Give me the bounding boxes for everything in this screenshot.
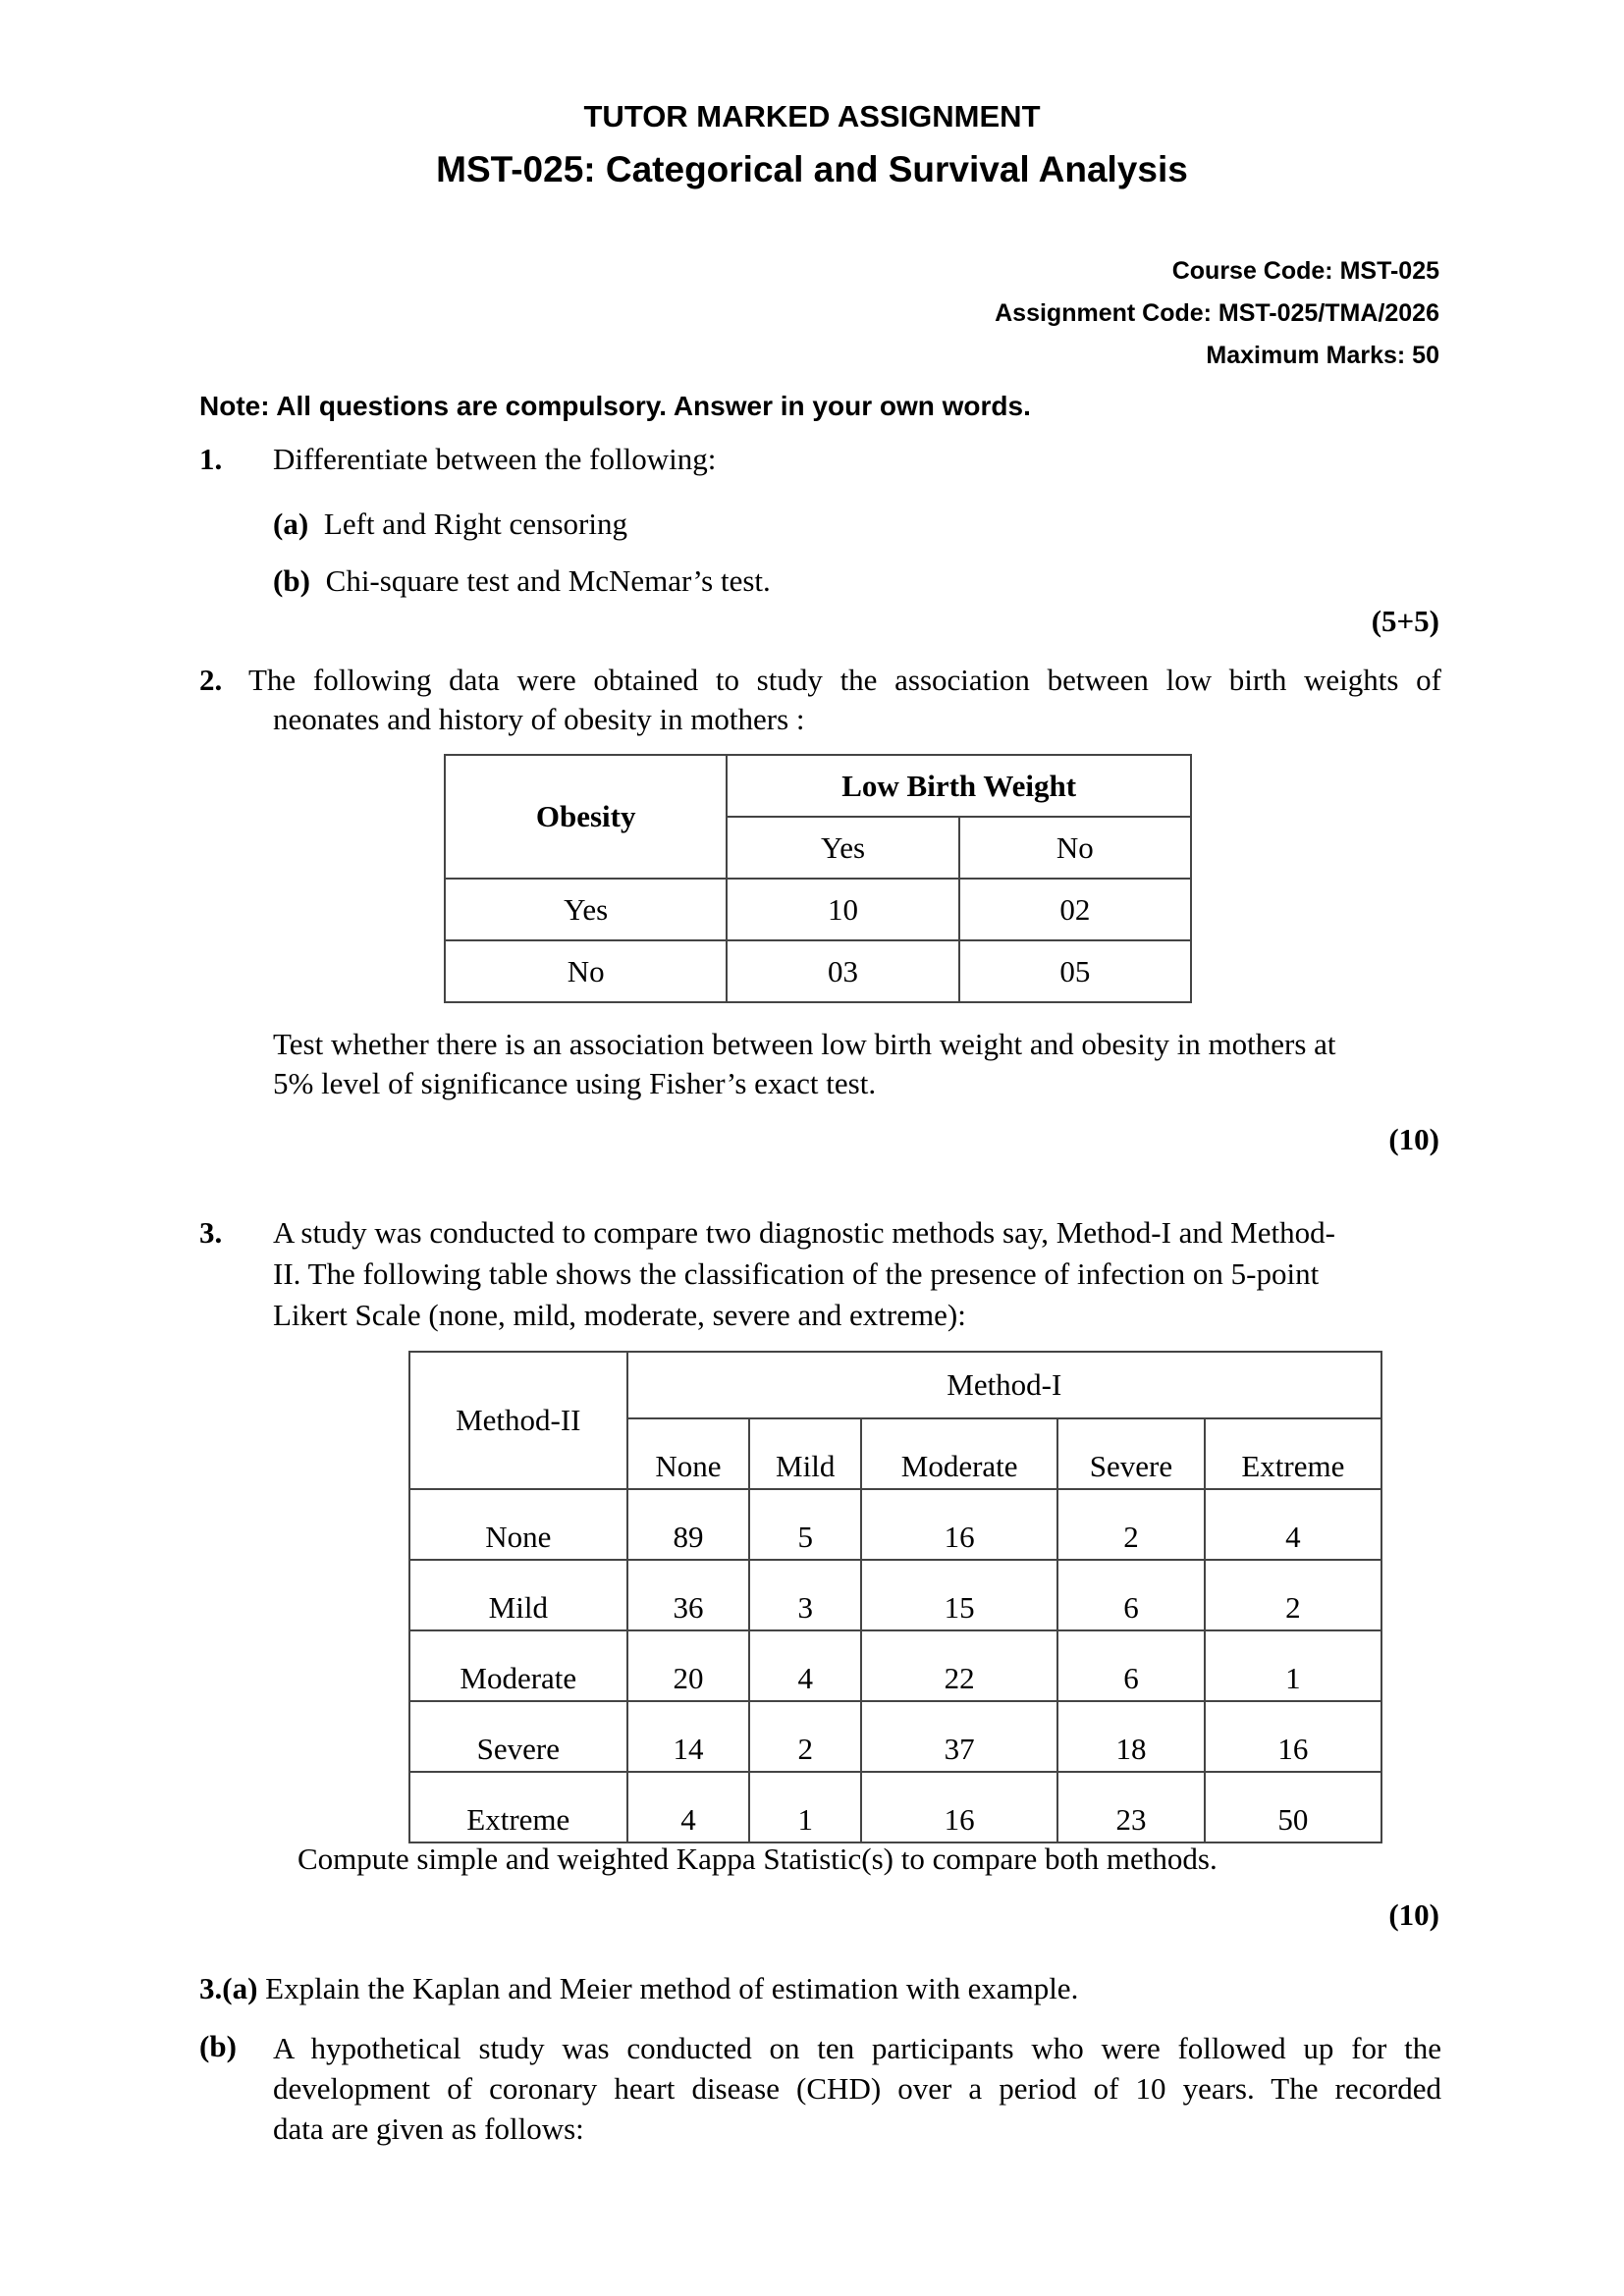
table-cell: 14	[627, 1701, 750, 1772]
table-cell: 3	[749, 1560, 861, 1630]
question-1-marks: (5+5)	[1371, 604, 1439, 638]
table-cell: 37	[861, 1701, 1057, 1772]
table-column-header: None	[627, 1418, 750, 1489]
question-3-text-line1: A study was conducted to compare two diagnostic methods say, Method-I and Method-	[273, 1215, 1335, 1250]
table-column-header: Mild	[749, 1418, 861, 1489]
table-cell: 05	[959, 940, 1191, 1002]
table-cell: 22	[861, 1630, 1057, 1701]
question-3-text-line3: Likert Scale (none, mild, moderate, severe and extreme):	[273, 1298, 966, 1332]
question-1b-text: Chi-square test and McNemar’s test.	[325, 563, 771, 598]
question-3-text-line2: II. The following table shows the classification of the presence of infection on 5-point	[273, 1256, 1320, 1291]
assignment-code: Assignment Code: MST-025/TMA/2026	[995, 299, 1439, 327]
table-row	[409, 1489, 1381, 1560]
question-1b-label: (b)	[273, 563, 310, 598]
table-cell: 1	[1205, 1630, 1381, 1701]
course-title: MST-025: Categorical and Survival Analysis	[436, 149, 1188, 189]
table-column-header: Moderate	[861, 1418, 1057, 1489]
table-row	[409, 1630, 1381, 1701]
question-3b-line2: development of coronary heart disease (CHD) over a period of 10 years. The recorded	[273, 2071, 1441, 2106]
table-column-header: No	[959, 817, 1191, 879]
table-cell: 2	[1057, 1489, 1205, 1560]
table-column-header: Yes	[727, 817, 958, 879]
question-3b-label: (b)	[199, 2029, 237, 2063]
obesity-birth-weight-table	[444, 754, 1192, 1003]
table-cell: 15	[861, 1560, 1057, 1630]
table-cell: 23	[1057, 1772, 1205, 1842]
question-1b	[273, 561, 771, 601]
table-row-header: Method-II	[409, 1352, 627, 1489]
table-row-label: Severe	[409, 1701, 627, 1772]
table-cell: 4	[1205, 1489, 1381, 1560]
table-cell: 16	[1205, 1701, 1381, 1772]
table-column-header: Severe	[1057, 1418, 1205, 1489]
question-1a	[273, 505, 627, 544]
question-3a-text: Explain the Kaplan and Meier method of estimation with example.	[265, 1971, 1079, 2005]
table-row-label: Yes	[445, 879, 727, 940]
table-row-label: Moderate	[409, 1630, 627, 1701]
table-column-header: Extreme	[1205, 1418, 1381, 1489]
table-row-header: Obesity	[445, 755, 727, 879]
question-1a-label: (a)	[273, 507, 309, 541]
table-cell: 6	[1057, 1630, 1205, 1701]
maximum-marks: Maximum Marks: 50	[1206, 342, 1439, 369]
table-row	[409, 1701, 1381, 1772]
table-cell: 1	[749, 1772, 861, 1842]
instructions-note: Note: All questions are compulsory. Answer in your own words.	[199, 391, 1031, 421]
question-2-instruction-line1: Test whether there is an association between low birth weight and obesity in mothers at	[273, 1027, 1336, 1061]
table-cell: 2	[749, 1701, 861, 1772]
table-cell: 50	[1205, 1772, 1381, 1842]
question-3-number: 3.	[199, 1215, 223, 1250]
table-column-group-header: Low Birth Weight	[727, 755, 1191, 817]
table-cell: 02	[959, 879, 1191, 940]
table-cell: 20	[627, 1630, 750, 1701]
question-1-text: Differentiate between the following:	[273, 442, 717, 476]
table-row-label: Extreme	[409, 1772, 627, 1842]
table-row-label: None	[409, 1489, 627, 1560]
question-3a	[199, 1969, 1078, 2008]
table-cell: 5	[749, 1489, 861, 1560]
table-row-label: No	[445, 940, 727, 1002]
table-cell: 4	[749, 1630, 861, 1701]
table-row	[445, 879, 1191, 940]
question-3-instruction: Compute simple and weighted Kappa Statistic(s) to compare both methods.	[298, 1842, 1218, 1876]
table-row	[409, 1772, 1381, 1842]
table-cell: 4	[627, 1772, 750, 1842]
question-3b-line1: A hypothetical study was conducted on ten participants who were followed up for the	[273, 2031, 1441, 2065]
document-heading: TUTOR MARKED ASSIGNMENT	[583, 99, 1041, 133]
table-column-group-header: Method-I	[627, 1352, 1381, 1418]
table-cell: 10	[727, 879, 958, 940]
table-cell: 03	[727, 940, 958, 1002]
question-2-text-line1: The following data were obtained to study the association between low birth weights of	[248, 663, 1441, 697]
table-cell: 18	[1057, 1701, 1205, 1772]
method-comparison-table	[408, 1351, 1382, 1843]
question-1-number: 1.	[199, 442, 223, 476]
question-1a-text: Left and Right censoring	[323, 507, 627, 541]
question-2-marks: (10)	[1388, 1122, 1439, 1156]
table-cell: 89	[627, 1489, 750, 1560]
table-cell: 36	[627, 1560, 750, 1630]
table-row	[445, 940, 1191, 1002]
table-row	[409, 1560, 1381, 1630]
table-cell: 2	[1205, 1560, 1381, 1630]
course-code: Course Code: MST-025	[1171, 257, 1439, 285]
question-2-number: 2.	[199, 663, 223, 697]
table-cell: 16	[861, 1489, 1057, 1560]
question-3a-label: 3.(a)	[199, 1971, 258, 2005]
table-cell: 6	[1057, 1560, 1205, 1630]
table-row-label: Mild	[409, 1560, 627, 1630]
table-cell: 16	[861, 1772, 1057, 1842]
question-3-marks: (10)	[1388, 1897, 1439, 1932]
question-2-instruction-line2: 5% level of significance using Fisher’s exact test.	[273, 1066, 877, 1100]
question-2-text-line2: neonates and history of obesity in mothers :	[273, 702, 805, 736]
question-3b-line3: data are given as follows:	[273, 2111, 584, 2146]
